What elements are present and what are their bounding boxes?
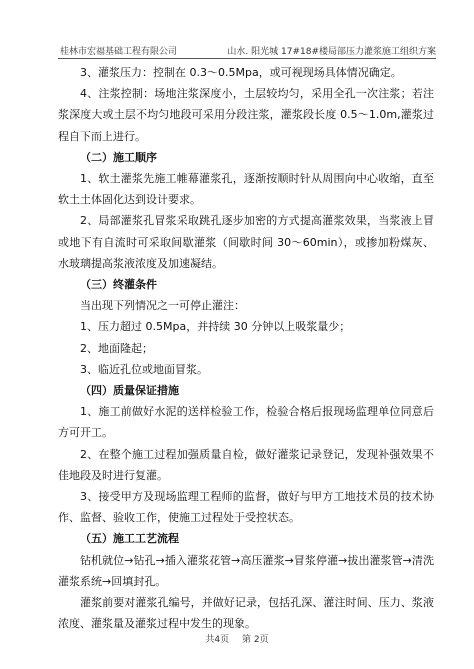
section-heading-quality: （四）质量保证措施 <box>80 384 179 398</box>
list-item-termination-1: 1、压力超过 0.5Mpa，并持续 30 分钟以上吸浆量少； <box>80 320 351 334</box>
footer-total-pages: 共4页 <box>205 635 230 645</box>
section-heading-termination: （三）终灌条件 <box>80 278 157 292</box>
header-project-title: 山水. 阳光城 17#18#楼局部压力灌浆施工组织方案 <box>227 47 436 57</box>
paragraph-quality-2: 2、在整个施工过程加强质量自检，做好灌浆记录登记，发现补强效果不佳地段及时进行复灌。 <box>58 447 434 482</box>
page-header <box>60 44 436 58</box>
paragraph-quality-1: 1、施工前做好水泥的送样检验工作，检验合格后报现场监理单位同意后方可开工。 <box>58 405 434 440</box>
section-heading-construction-order: （二）施工顺序 <box>80 150 157 164</box>
paragraph-termination-intro: 当出现下列情况之一可停止灌注： <box>80 299 245 313</box>
paragraph-quality-3: 3、接受甲方及现场监理工程师的监督，做好与甲方工地技术员的技术协作、监督、验收工作，使施工过程处于受控状态。 <box>58 490 434 525</box>
list-item-termination-2: 2、地面隆起； <box>80 341 153 355</box>
paragraph-process-record: 灌浆前要对灌浆孔编号，并做好记录，包括孔深、灌注时间、压力、浆液浓度、灌浆量及灌浆过程中发生的现象。 <box>58 596 434 631</box>
footer-current-page: 第 2页 <box>242 635 269 645</box>
list-item-termination-3: 3、临近孔位或地面冒浆。 <box>80 362 208 376</box>
header-divider <box>58 58 436 59</box>
document-body <box>58 62 434 634</box>
paragraph-grouting-control: 4、注浆控制：场地注浆深度小，土层较均匀，采用全孔一次注浆；若注浆深度大或土层不均匀地段可采用分段注浆，灌浆段长度 0.5～1.0m,灌浆过程自下而上进行。 <box>58 87 434 143</box>
header-company: 桂林市宏福基础工程有限公司 <box>60 47 178 57</box>
paragraph-grouting-pressure: 3、灌浆压力：控制在 0.3～0.5Mpa，或可视现场具体情况确定。 <box>80 66 402 79</box>
paragraph-process-flow: 钻机就位→钻孔→插入灌浆花管→高压灌浆→冒浆停灌→拔出灌浆管→清洗灌浆系统→回填封孔。 <box>58 553 434 588</box>
paragraph-order-2: 2、局部灌浆孔冒浆采取跳孔逐步加密的方式提高灌浆效果，当浆液上冒或地下有自流时可采取间歇灌浆（间歇时间 30～60min），或掺加粉煤灰、水玻璃提高浆液浓度及加速凝结。 <box>58 214 434 270</box>
section-heading-process-flow: （五）施工工艺流程 <box>80 532 179 546</box>
paragraph-order-1: 1、软土灌浆先施工帷幕灌浆孔，逐渐按顺时针从周围向中心收缩，直至软土土体固化达到设计要求。 <box>58 172 434 207</box>
page-footer <box>0 632 474 645</box>
